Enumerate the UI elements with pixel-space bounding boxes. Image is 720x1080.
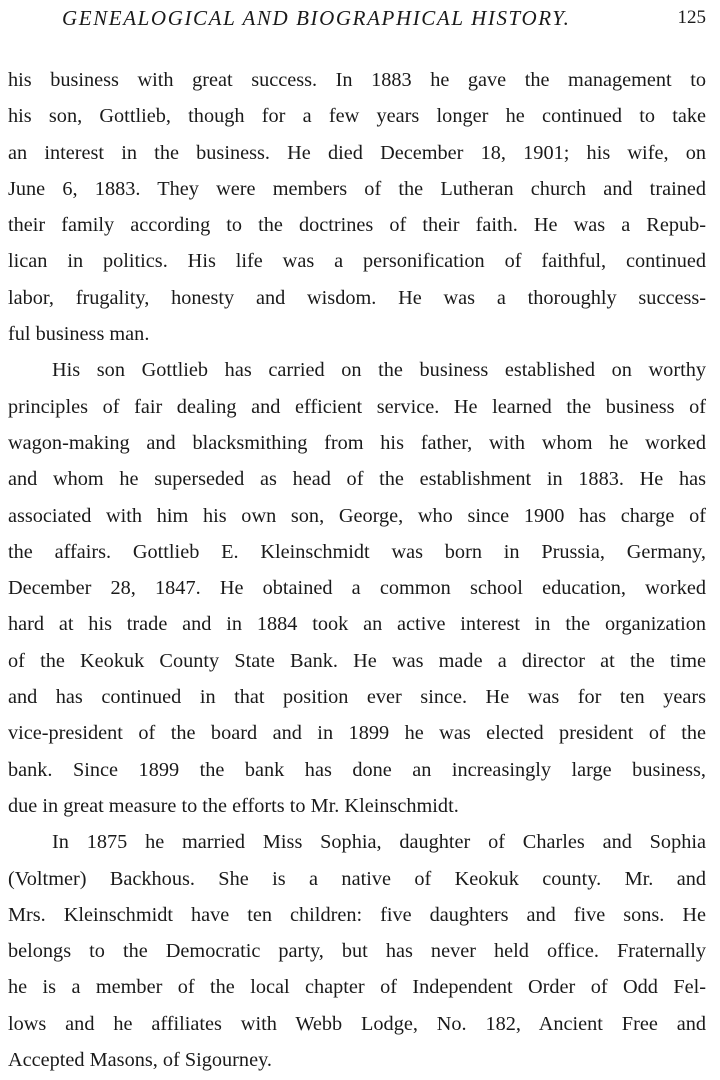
text-line: of the Keokuk County State Bank. He was made a director at the time — [8, 649, 706, 672]
paragraph-1 — [8, 62, 706, 352]
text-line: associated with him his own son, George, who since 1900 has charge of — [8, 504, 706, 527]
text-line: lows and he affiliates with Webb Lodge, No. 182, Ancient Free and — [8, 1012, 706, 1035]
text-line: labor, frugality, honesty and wisdom. He was a thoroughly success- — [8, 286, 706, 309]
text-line: His son Gottlieb has carried on the business established on worthy — [52, 359, 706, 382]
text-line: belongs to the Democratic party, but has never held office. Fraternally — [8, 940, 706, 963]
text-line: he is a member of the local chapter of Independent Order of Odd Fel- — [8, 976, 706, 999]
text-line: June 6, 1883. They were members of the Lutheran church and trained — [8, 177, 706, 200]
text-line: principles of fair dealing and efficient service. He learned the business of — [8, 395, 706, 418]
paragraph-2 — [8, 352, 706, 824]
text-line: December 28, 1847. He obtained a common school education, worked — [8, 577, 706, 600]
text-line: and whom he superseded as head of the establishment in 1883. He has — [8, 468, 706, 491]
page-number: 125 — [677, 7, 706, 28]
text-line: Accepted Masons, of Sigourney. — [8, 1049, 272, 1072]
text-line: hard at his trade and in 1884 took an active interest in the organization — [8, 613, 706, 636]
body-text — [8, 62, 706, 1078]
running-head — [0, 6, 720, 36]
text-line: an interest in the business. He died December 18, 1901; his wife, on — [8, 141, 706, 164]
text-line: his son, Gottlieb, though for a few years longer he continued to take — [8, 105, 706, 128]
text-line: due in great measure to the efforts to Mr. Kleinschmidt. — [8, 794, 459, 817]
text-line: wagon-making and blacksmithing from his father, with whom he worked — [8, 431, 706, 454]
text-line: vice-president of the board and in 1899 he was elected president of the — [8, 722, 706, 745]
text-line: his business with great success. In 1883 he gave the management to — [8, 69, 706, 91]
text-line: lican in politics. His life was a personification of faithful, continued — [8, 250, 706, 273]
text-line: their family according to the doctrines of their faith. He was a Repub- — [8, 214, 706, 237]
text-line: Mrs. Kleinschmidt have ten children: five daughters and five sons. He — [8, 903, 706, 926]
text-line: (Voltmer) Backhous. She is a native of Keokuk county. Mr. and — [8, 867, 706, 890]
running-title: GENEALOGICAL AND BIOGRAPHICAL HISTORY. — [62, 6, 571, 30]
text-line: bank. Since 1899 the bank has done an increasingly large business, — [8, 758, 706, 781]
text-line: In 1875 he married Miss Sophia, daughter of Charles and Sophia — [52, 831, 706, 854]
text-line: and has continued in that position ever since. He was for ten years — [8, 686, 706, 709]
text-line: the affairs. Gottlieb E. Kleinschmidt was born in Prussia, Germany, — [8, 540, 706, 563]
paragraph-3 — [8, 824, 706, 1078]
text-line: ful business man. — [8, 323, 150, 346]
